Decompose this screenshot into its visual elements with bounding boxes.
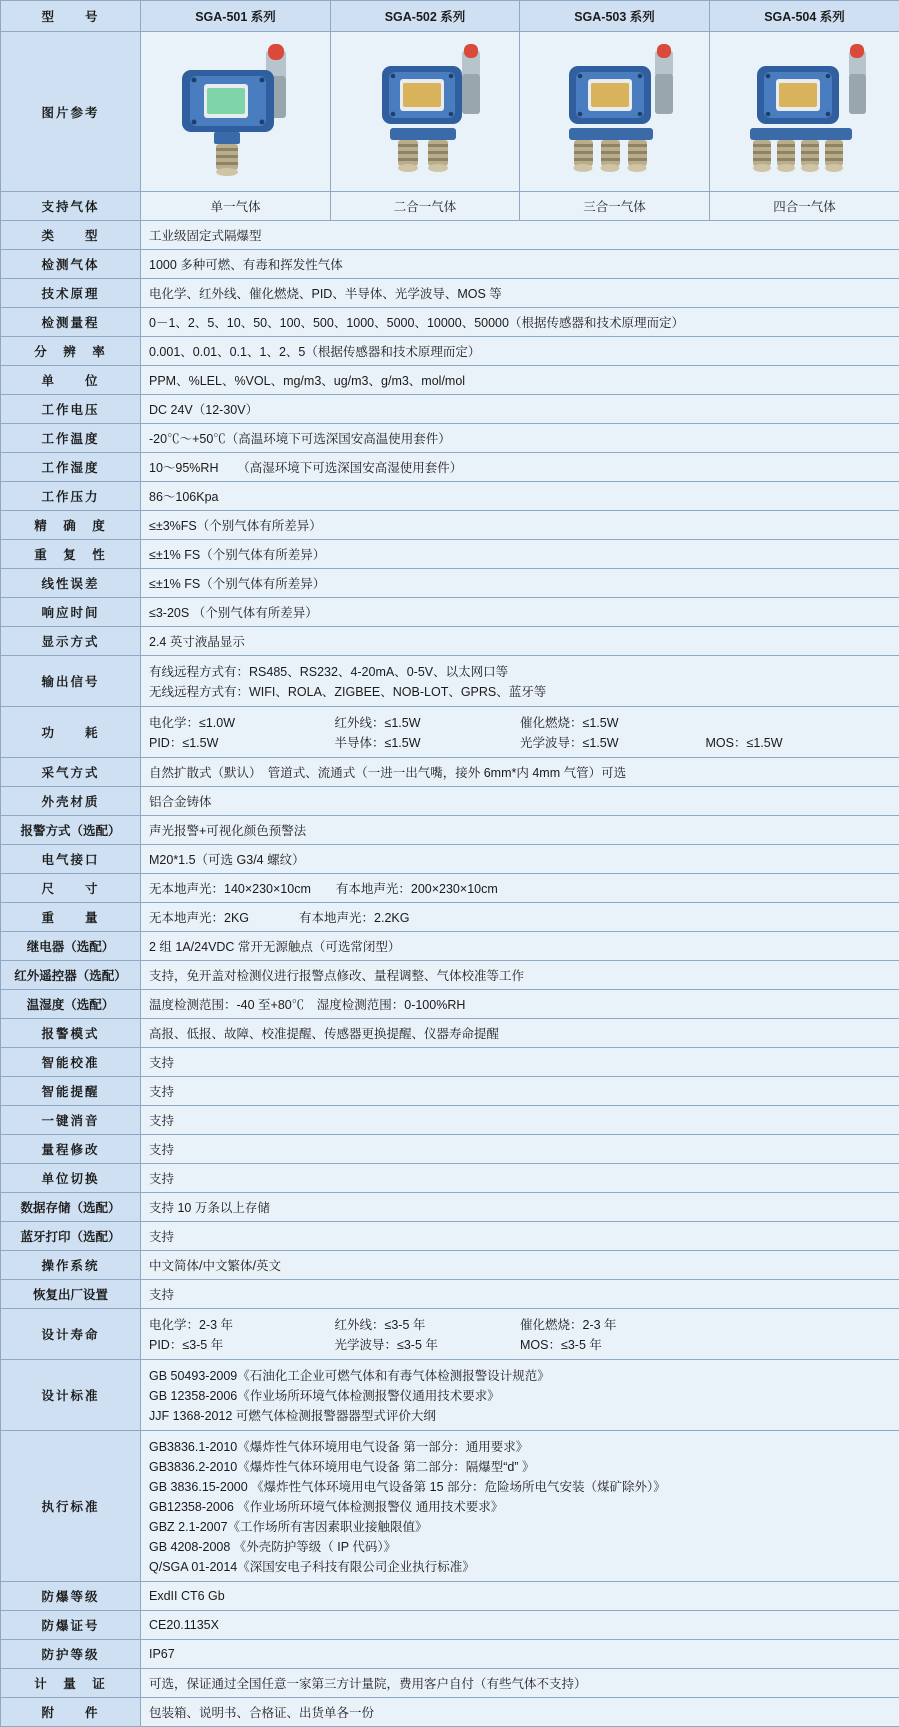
table-row-resolution	[1, 337, 899, 366]
row-value-output-signal	[141, 656, 899, 707]
row-label-alarm-method: 报警方式（选配）	[1, 816, 141, 845]
row-label-accessories: 附 件	[1, 1698, 141, 1727]
row-value-linearity: ≤±1% FS（个别气体有所差异）	[141, 569, 899, 598]
row-value-accuracy: ≤±3%FS（个别气体有所差异）	[141, 511, 899, 540]
table-row-support-gas	[1, 192, 899, 221]
row-label-mute: 一键消音	[1, 1106, 141, 1135]
design-standard-line-1: GB 50493-2009《石油化工企业可燃气体和有毒气体检测报警设计规范》	[149, 1365, 891, 1385]
support-gas-3: 三合一气体	[520, 192, 710, 221]
row-value-electrical-interface: M20*1.5（可选 G3/4 螺纹）	[141, 845, 899, 874]
power-item-catalytic: 催化燃烧：≤1.5W	[520, 713, 706, 731]
row-value-unit: PPM、%LEL、%VOL、mg/m3、ug/m3、g/m3、mol/mol	[141, 366, 899, 395]
row-label-voltage: 工作电压	[1, 395, 141, 424]
row-label-housing: 外壳材质	[1, 787, 141, 816]
table-row-weight	[1, 903, 899, 932]
row-label-detect-gas: 检测气体	[1, 250, 141, 279]
table-row-linearity	[1, 569, 899, 598]
table-row-repeatability	[1, 540, 899, 569]
product-image-4	[710, 32, 899, 192]
row-label-range-modify: 量程修改	[1, 1135, 141, 1164]
lifetime-item-pid: PID：≤3-5 年	[149, 1335, 335, 1353]
row-label-support-gas: 支持气体	[1, 192, 141, 221]
row-label-metrology-cert: 计 量 证	[1, 1669, 141, 1698]
row-label-dimensions: 尺 寸	[1, 874, 141, 903]
row-label-ip-rating: 防护等级	[1, 1640, 141, 1669]
table-row-os	[1, 1251, 899, 1280]
model-header-3: SGA-503 系列	[520, 1, 710, 32]
row-label-temperature: 工作温度	[1, 424, 141, 453]
row-value-exec-standard	[141, 1431, 899, 1582]
table-row-dimensions	[1, 874, 899, 903]
row-value-bluetooth-print: 支持	[141, 1222, 899, 1251]
table-row-images	[1, 32, 899, 192]
power-item-ir: 红外线：≤1.5W	[335, 713, 521, 731]
model-header-1: SGA-501 系列	[141, 1, 331, 32]
row-value-data-storage: 支持 10 万条以上存储	[141, 1193, 899, 1222]
table-row-mute	[1, 1106, 899, 1135]
table-row-power	[1, 707, 899, 758]
row-label-response-time: 响应时间	[1, 598, 141, 627]
row-value-relay: 2 组 1A/24VDC 常开无源触点（可选常闭型）	[141, 932, 899, 961]
row-label-lifetime: 设计寿命	[1, 1309, 141, 1360]
table-row-alarm-mode	[1, 1019, 899, 1048]
product-image-2	[331, 32, 520, 192]
row-label-pressure: 工作压力	[1, 482, 141, 511]
table-row-design-standard	[1, 1360, 899, 1431]
table-row-sampling	[1, 758, 899, 787]
output-signal-line-2: 无线远程方式有：WIFI、ROLA、ZIGBEE、NOB-LOT、GPRS、蓝牙等	[149, 681, 891, 701]
table-row-principle	[1, 279, 899, 308]
table-row-bluetooth-print	[1, 1222, 899, 1251]
table-row-ex-rating	[1, 1582, 899, 1611]
row-value-weight: 无本地声光：2KG 有本地声光：2.2KG	[141, 903, 899, 932]
row-label-accuracy: 精 确 度	[1, 511, 141, 540]
row-label-exec-standard: 执行标准	[1, 1431, 141, 1582]
row-value-principle: 电化学、红外线、催化燃烧、PID、半导体、光学波导、MOS 等	[141, 279, 899, 308]
output-signal-line-1: 有线远程方式有：RS485、RS232、4-20mA、0-5V、以太网口等	[149, 661, 891, 681]
design-standard-line-2: GB 12358-2006《作业场所环境气体检测报警仪通用技术要求》	[149, 1385, 891, 1405]
row-value-range: 0－1、2、5、10、50、100、500、1000、5000、10000、50000（根据传感器和技术原理而定）	[141, 308, 899, 337]
power-row-1	[149, 712, 891, 732]
table-row-accessories	[1, 1698, 899, 1727]
row-label-ir-remote: 红外遥控器（选配）	[1, 961, 141, 990]
model-header-4: SGA-504 系列	[710, 1, 899, 32]
row-value-alarm-mode: 高报、低报、故障、校准提醒、传感器更换提醒、仪器寿命提醒	[141, 1019, 899, 1048]
row-label-output-signal: 输出信号	[1, 656, 141, 707]
exec-standard-line-1: GB3836.1-2010《爆炸性气体环境用电气设备 第一部分：通用要求》	[149, 1436, 891, 1456]
exec-standard-line-3: GB 3836.15-2000 《爆炸性气体环境用电气设备第 15 部分：危险场所电气安装（煤矿除外）》	[149, 1476, 891, 1496]
table-row-range-modify	[1, 1135, 899, 1164]
power-item-pid: PID：≤1.5W	[149, 733, 335, 751]
row-label-os: 操作系统	[1, 1251, 141, 1280]
row-value-alarm-method: 声光报警+可视化颜色预警法	[141, 816, 899, 845]
table-row-output-signal	[1, 656, 899, 707]
support-gas-2: 二合一气体	[331, 192, 520, 221]
row-label-relay: 继电器（选配）	[1, 932, 141, 961]
row-label-repeatability: 重 复 性	[1, 540, 141, 569]
row-value-humidity: 10～95%RH （高湿环境下可选深国安高湿使用套件）	[141, 453, 899, 482]
row-label-humidity: 工作湿度	[1, 453, 141, 482]
lifetime-item-optical: 光学波导：≤3-5 年	[335, 1335, 521, 1353]
table-row-temp-humidity-option	[1, 990, 899, 1019]
row-label-range: 检测量程	[1, 308, 141, 337]
table-row-smart-calibration	[1, 1048, 899, 1077]
table-row-smart-reminder	[1, 1077, 899, 1106]
row-value-sampling: 自然扩散式（默认） 管道式、流通式（一进一出气嘴，接外 6mm*内 4mm 气管）可选	[141, 758, 899, 787]
table-row-relay	[1, 932, 899, 961]
row-label-power: 功 耗	[1, 707, 141, 758]
lifetime-row-2	[149, 1334, 891, 1354]
support-gas-4: 四合一气体	[710, 192, 899, 221]
row-label-ex-rating: 防爆等级	[1, 1582, 141, 1611]
table-row-factory-reset	[1, 1280, 899, 1309]
support-gas-1: 单一气体	[141, 192, 331, 221]
exec-standard-line-7: Q/SGA 01-2014《深国安电子科技有限公司企业执行标准》	[149, 1556, 891, 1576]
exec-standard-line-6: GB 4208-2008 《外壳防护等级（ IP 代码）》	[149, 1536, 891, 1556]
row-value-os: 中文简体/中文繁体/英文	[141, 1251, 899, 1280]
row-value-repeatability: ≤±1% FS（个别气体有所差异）	[141, 540, 899, 569]
row-value-ex-rating: ExdII CT6 Gb	[141, 1582, 899, 1611]
row-label-linearity: 线性误差	[1, 569, 141, 598]
exec-standard-line-2: GB3836.2-2010《爆炸性气体环境用电气设备 第二部分：隔爆型“d” 》	[149, 1456, 891, 1476]
gas-detector-icon-1	[148, 36, 323, 186]
row-label-ex-cert: 防爆证号	[1, 1611, 141, 1640]
row-value-unit-switch: 支持	[141, 1164, 899, 1193]
row-value-housing: 铝合金铸体	[141, 787, 899, 816]
row-label-type: 类 型	[1, 221, 141, 250]
row-value-ex-cert: CE20.1135X	[141, 1611, 899, 1640]
row-label-model: 型 号	[1, 1, 141, 32]
exec-standard-line-5: GBZ 2.1-2007《工作场所有害因素职业接触限值》	[149, 1516, 891, 1536]
row-value-temperature: -20℃～+50℃（高温环境下可选深国安高温使用套件）	[141, 424, 899, 453]
row-label-alarm-mode: 报警模式	[1, 1019, 141, 1048]
table-row-model	[1, 1, 899, 32]
gas-detector-icon-2	[338, 36, 513, 186]
row-value-smart-calibration: 支持	[141, 1048, 899, 1077]
row-value-type: 工业级固定式隔爆型	[141, 221, 899, 250]
table-row-housing	[1, 787, 899, 816]
lifetime-item-echem: 电化学：2-3 年	[149, 1315, 335, 1333]
row-value-voltage: DC 24V（12-30V）	[141, 395, 899, 424]
row-value-dimensions: 无本地声光：140×230×10cm 有本地声光：200×230×10cm	[141, 874, 899, 903]
table-row-humidity	[1, 453, 899, 482]
power-row-2	[149, 732, 891, 752]
product-image-1	[141, 32, 331, 192]
row-label-smart-calibration: 智能校准	[1, 1048, 141, 1077]
table-row-alarm-method	[1, 816, 899, 845]
row-value-mute: 支持	[141, 1106, 899, 1135]
table-row-unit-switch	[1, 1164, 899, 1193]
row-value-smart-reminder: 支持	[141, 1077, 899, 1106]
row-label-temp-humidity-option: 温湿度（选配）	[1, 990, 141, 1019]
lifetime-item-ir: 红外线：≤3-5 年	[335, 1315, 521, 1333]
design-standard-line-3: JJF 1368-2012 可燃气体检测报警器器型式评价大纲	[149, 1405, 891, 1425]
model-header-2: SGA-502 系列	[331, 1, 520, 32]
row-value-range-modify: 支持	[141, 1135, 899, 1164]
power-item-echem: 电化学：≤1.0W	[149, 713, 335, 731]
row-value-pressure: 86～106Kpa	[141, 482, 899, 511]
row-label-display: 显示方式	[1, 627, 141, 656]
table-row-data-storage	[1, 1193, 899, 1222]
product-image-3	[520, 32, 710, 192]
table-row-range	[1, 308, 899, 337]
row-label-unit: 单 位	[1, 366, 141, 395]
table-row-display	[1, 627, 899, 656]
power-item-optical: 光学波导：≤1.5W	[520, 733, 706, 751]
table-row-electrical-interface	[1, 845, 899, 874]
table-row-detect-gas	[1, 250, 899, 279]
lifetime-row-1	[149, 1314, 891, 1334]
row-value-ip-rating: IP67	[141, 1640, 899, 1669]
row-value-detect-gas: 1000 多种可燃、有毒和挥发性气体	[141, 250, 899, 279]
row-value-accessories: 包装箱、说明书、合格证、出货单各一份	[141, 1698, 899, 1727]
power-item-mos: MOS：≤1.5W	[706, 733, 892, 751]
table-row-ex-cert	[1, 1611, 899, 1640]
table-row-exec-standard	[1, 1431, 899, 1582]
table-row-type	[1, 221, 899, 250]
table-row-temperature	[1, 424, 899, 453]
row-label-unit-switch: 单位切换	[1, 1164, 141, 1193]
table-row-ir-remote	[1, 961, 899, 990]
row-label-data-storage: 数据存储（选配）	[1, 1193, 141, 1222]
table-row-lifetime	[1, 1309, 899, 1360]
row-value-ir-remote: 支持，免开盖对检测仪进行报警点修改、量程调整、气体校准等工作	[141, 961, 899, 990]
row-label-image: 图片参考	[1, 32, 141, 192]
lifetime-item-mos: MOS：≤3-5 年	[520, 1335, 706, 1353]
row-label-resolution: 分 辨 率	[1, 337, 141, 366]
row-label-electrical-interface: 电气接口	[1, 845, 141, 874]
row-value-response-time: ≤3-20S （个别气体有所差异）	[141, 598, 899, 627]
row-label-bluetooth-print: 蓝牙打印（选配）	[1, 1222, 141, 1251]
gas-detector-icon-3	[527, 36, 702, 186]
row-value-design-standard	[141, 1360, 899, 1431]
table-row-pressure	[1, 482, 899, 511]
row-label-factory-reset: 恢复出厂设置	[1, 1280, 141, 1309]
row-value-resolution: 0.001、0.01、0.1、1、2、5（根据传感器和技术原理而定）	[141, 337, 899, 366]
table-row-response-time	[1, 598, 899, 627]
row-label-design-standard: 设计标准	[1, 1360, 141, 1431]
row-label-sampling: 采气方式	[1, 758, 141, 787]
row-value-temp-humidity-option: 温度检测范围：-40 至+80℃ 湿度检测范围：0-100%RH	[141, 990, 899, 1019]
exec-standard-line-4: GB12358-2006 《作业场所环境气体检测报警仪 通用技术要求》	[149, 1496, 891, 1516]
gas-detector-icon-4	[717, 36, 892, 186]
row-label-smart-reminder: 智能提醒	[1, 1077, 141, 1106]
row-value-lifetime	[141, 1309, 899, 1360]
lifetime-item-catalytic: 催化燃烧：2-3 年	[520, 1315, 706, 1333]
table-row-metrology-cert	[1, 1669, 899, 1698]
row-value-metrology-cert: 可选，保证通过全国任意一家第三方计量院，费用客户自付（有些气体不支持）	[141, 1669, 899, 1698]
row-value-display: 2.4 英寸液晶显示	[141, 627, 899, 656]
row-value-factory-reset: 支持	[141, 1280, 899, 1309]
table-row-voltage	[1, 395, 899, 424]
row-label-principle: 技术原理	[1, 279, 141, 308]
table-row-accuracy	[1, 511, 899, 540]
table-row-unit	[1, 366, 899, 395]
row-value-power	[141, 707, 899, 758]
power-item-semi: 半导体：≤1.5W	[335, 733, 521, 751]
row-label-weight: 重 量	[1, 903, 141, 932]
table-row-ip-rating	[1, 1640, 899, 1669]
